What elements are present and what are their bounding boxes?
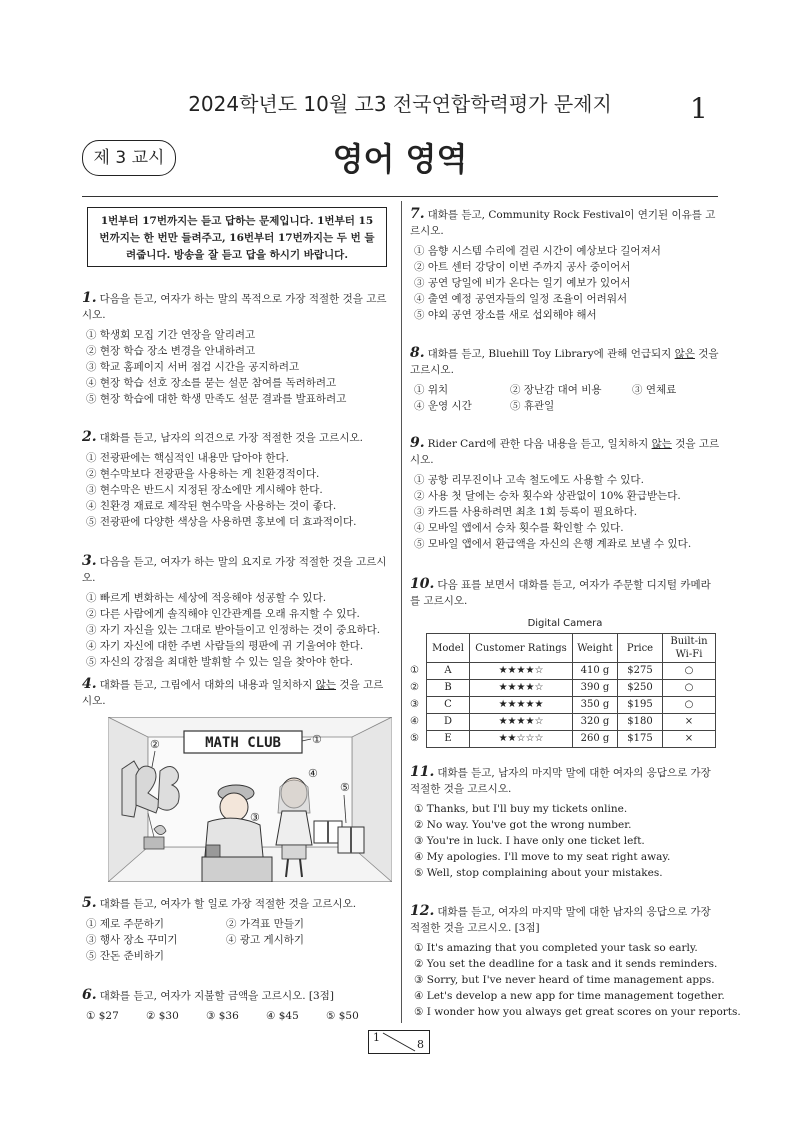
question-12 <box>410 903 741 1020</box>
cell-price: $180 <box>618 714 663 731</box>
option-3[interactable]: ③ 현수막은 반드시 지정된 장소에만 게시해야 한다. <box>86 484 323 496</box>
option-5[interactable]: ⑤ 모바일 앱에서 환급액을 자신의 은행 계좌로 보낼 수 있다. <box>414 538 692 550</box>
option-2[interactable]: ② 다른 사람에게 솔직해야 인간관계를 오래 유지할 수 있다. <box>86 608 360 620</box>
option-4[interactable]: ④ $45 <box>266 1010 299 1022</box>
question-number: 9. <box>410 435 425 451</box>
option-4[interactable]: ④ 운영 시간 <box>414 400 472 412</box>
option-2[interactable]: ② 아트 센터 강당이 이번 주까지 공사 중이어서 <box>414 261 631 273</box>
page-current: 1 <box>373 1031 380 1044</box>
cell-weight: 320 g <box>573 714 618 731</box>
question-stem: 대화를 듣고, 남자의 마지막 말에 대한 여자의 응답으로 가장 적절한 것을 고르시오. <box>410 767 711 795</box>
col-weight: Weight <box>573 634 618 663</box>
option-5[interactable]: ⑤ 잔돈 준비하기 <box>86 950 165 962</box>
option-3[interactable]: ③ You're in luck. I have only one ticket left. <box>414 835 645 847</box>
question-9 <box>410 435 720 552</box>
option-3[interactable]: ③ 연체료 <box>632 384 677 396</box>
underlined-word: 않는 <box>651 438 672 450</box>
option-3[interactable]: ③ 카드를 사용하려면 최초 1회 등록이 필요하다. <box>414 506 638 518</box>
option-1[interactable]: ① 빠르게 변화하는 세상에 적응해야 성공할 수 있다. <box>86 592 327 604</box>
option-4[interactable]: ④ 출연 예정 공연자들의 일정 조율이 어려워서 <box>414 293 628 305</box>
option-2[interactable]: ② You set the deadline for a task and it sends reminders. <box>414 958 718 970</box>
option-3[interactable]: ③ $36 <box>206 1010 239 1022</box>
question-stem-end: 것을 고르시오. <box>410 438 720 466</box>
page-total: 8 <box>417 1038 424 1051</box>
classroom-illustration <box>108 717 392 882</box>
table-row[interactable] <box>410 714 716 731</box>
question-stem: 대화를 듣고, 여자의 마지막 말에 대한 남자의 응답으로 가장 적절한 것을 고르시오. [3점] <box>410 906 711 934</box>
option-4[interactable]: ④ 자기 자신에 대한 주변 사람들의 평판에 귀 기울여야 한다. <box>86 640 364 652</box>
option-2[interactable]: ② 가격표 만들기 <box>226 918 305 930</box>
col-price: Price <box>618 634 663 663</box>
cell-model: D <box>427 714 470 731</box>
exam-title: 2024학년도 10월 고3 전국연합학력평가 문제지 <box>188 92 612 116</box>
question-number: 11. <box>410 764 435 780</box>
option-2[interactable]: ② 현수막보다 전광판을 사용하는 게 친환경적이다. <box>86 468 320 480</box>
option-2[interactable]: ② No way. You've got the wrong number. <box>414 819 632 831</box>
row-mark: ⑤ <box>410 733 419 744</box>
question-stem: 대화를 듣고, 남자의 의견으로 가장 적절한 것을 고르시오. <box>99 432 363 444</box>
question-number: 4. <box>82 676 97 692</box>
cell-price: $195 <box>618 697 663 714</box>
question-stem: 대화를 듣고, Bluehill Toy Library에 관해 언급되지 <box>427 348 675 360</box>
option-3[interactable]: ③ Sorry, but I've never heard of time management apps. <box>414 974 715 986</box>
cell-weight: 410 g <box>573 663 618 680</box>
label-5: ⑤ <box>340 781 350 794</box>
question-number: 2. <box>82 429 97 445</box>
table-row[interactable] <box>410 680 716 697</box>
col-ratings: Customer Ratings <box>470 634 573 663</box>
option-4[interactable]: ④ Let's develop a new app for time management together. <box>414 990 725 1002</box>
question-number: 5. <box>82 895 97 911</box>
camera-table <box>410 633 716 748</box>
question-7 <box>410 206 720 323</box>
label-2: ② <box>150 738 160 751</box>
option-1[interactable]: ① It's amazing that you completed your task so early. <box>414 942 698 954</box>
cell-rating: ★★★★☆ <box>470 714 573 731</box>
option-4[interactable]: ④ 광고 게시하기 <box>226 934 305 946</box>
option-4[interactable]: ④ 현장 학습 선호 장소를 묻는 설문 참여를 독려하려고 <box>86 377 337 389</box>
option-3[interactable]: ③ 행사 장소 꾸미기 <box>86 934 178 946</box>
option-3[interactable]: ③ 공연 당일에 비가 온다는 일기 예보가 있어서 <box>414 277 631 289</box>
cell-model: E <box>427 731 470 748</box>
cell-wifi: ○ <box>663 680 716 697</box>
table-row[interactable] <box>410 731 716 748</box>
cell-wifi: ○ <box>663 697 716 714</box>
subject-title: 영어 영역 <box>332 140 468 178</box>
cell-wifi: × <box>663 714 716 731</box>
question-10 <box>410 576 720 609</box>
option-5[interactable]: ⑤ $50 <box>326 1010 359 1022</box>
option-4[interactable]: ④ 친환경 재료로 제작된 현수막을 사용하는 것이 좋다. <box>86 500 337 512</box>
question-6 <box>82 987 392 1024</box>
cell-wifi: ○ <box>663 663 716 680</box>
table-row[interactable] <box>410 697 716 714</box>
option-2[interactable]: ② 사용 첫 달에는 승차 횟수와 상관없이 10% 환급받는다. <box>414 490 681 502</box>
cell-weight: 260 g <box>573 731 618 748</box>
question-stem: 대화를 듣고, 여자가 할 일로 가장 적절한 것을 고르시오. <box>99 898 357 910</box>
cell-rating: ★★★★★ <box>470 697 573 714</box>
option-1[interactable]: ① 공항 리무진이나 고속 철도에도 사용할 수 있다. <box>414 474 644 486</box>
question-stem: 대화를 듣고, Community Rock Festival이 연기된 이유를 고르시오. <box>410 209 716 237</box>
question-number: 6. <box>82 987 97 1003</box>
question-stem: 다음 표를 보면서 대화를 듣고, 여자가 주문할 디지털 카메라를 고르시오. <box>410 579 711 607</box>
option-5[interactable]: ⑤ 휴관일 <box>510 400 555 412</box>
option-2[interactable]: ② $30 <box>146 1010 179 1022</box>
question-1 <box>82 290 392 407</box>
cell-model: C <box>427 697 470 714</box>
question-stem: 다음을 듣고, 여자가 하는 말의 요지로 가장 적절한 것을 고르시오. <box>82 556 387 584</box>
column-divider <box>401 201 402 1023</box>
option-1[interactable]: ① 위치 <box>414 384 449 396</box>
cell-weight: 350 g <box>573 697 618 714</box>
period-badge: 제 3 교시 <box>82 140 176 176</box>
underlined-word: 않은 <box>674 348 695 360</box>
row-mark: ③ <box>410 699 419 710</box>
question-2 <box>82 429 392 530</box>
question-stem: 대화를 듣고, 그림에서 대화의 내용과 일치하지 <box>99 679 316 691</box>
option-3[interactable]: ③ 학교 홈페이지 서버 점검 시간을 공지하려고 <box>86 361 300 373</box>
option-1[interactable]: ① Thanks, but I'll buy my tickets online. <box>414 803 628 815</box>
option-5[interactable]: ⑤ 전광판에 다양한 색상을 사용하면 홍보에 더 효과적이다. <box>86 516 357 528</box>
cell-price: $275 <box>618 663 663 680</box>
listening-notice: 1번부터 17번까지는 듣고 답하는 문제입니다. 1번부터 15번까지는 한 번만 들려주고, 16번부터 17번까지는 두 번 들려줍니다. 방송을 잘 듣고 답을 하시기 바랍니다. <box>87 207 387 267</box>
option-5[interactable]: ⑤ 현장 학습에 대한 학생 만족도 설문 결과를 발표하려고 <box>86 393 347 405</box>
question-number: 10. <box>410 576 435 592</box>
option-1[interactable]: ① 전광판에는 핵심적인 내용만 담아야 한다. <box>86 452 289 464</box>
table-row[interactable] <box>410 663 716 680</box>
question-11 <box>410 764 720 881</box>
question-stem: 다음을 듣고, 여자가 하는 말의 목적으로 가장 적절한 것을 고르시오. <box>82 293 387 321</box>
question-number: 3. <box>82 553 97 569</box>
question-5 <box>82 895 392 964</box>
cell-rating: ★★☆☆☆ <box>470 731 573 748</box>
sign-text: MATH CLUB <box>205 735 281 751</box>
cell-price: $250 <box>618 680 663 697</box>
option-1[interactable]: ① 학생회 모집 기간 연장을 알리려고 <box>86 329 256 341</box>
page-number: 1 <box>690 92 708 125</box>
table-header-row <box>410 634 716 663</box>
cell-weight: 390 g <box>573 680 618 697</box>
option-1[interactable]: ① $27 <box>86 1010 119 1022</box>
cell-model: B <box>427 680 470 697</box>
question-number: 8. <box>410 345 425 361</box>
cell-rating: ★★★★☆ <box>470 663 573 680</box>
question-stem: 대화를 듣고, 여자가 지불할 금액을 고르시오. [3점] <box>99 990 334 1002</box>
option-2[interactable]: ② 현장 학습 장소 변경을 안내하려고 <box>86 345 256 357</box>
header-divider <box>82 196 718 197</box>
question-stem: Rider Card에 관한 다음 내용을 듣고, 일치하지 <box>427 438 652 450</box>
question-stem-end: 것을 고르시오. <box>410 348 719 376</box>
question-8 <box>410 345 720 414</box>
col-wifi: Built-in Wi-Fi <box>663 634 716 663</box>
underlined-word: 않는 <box>315 679 337 691</box>
label-1: ① <box>312 733 322 746</box>
question-3 <box>82 553 392 670</box>
cell-rating: ★★★★☆ <box>470 680 573 697</box>
option-5[interactable]: ⑤ I wonder how you always get great scores on your reports. <box>414 1006 741 1018</box>
option-4[interactable]: ④ 모바일 앱에서 승차 횟수를 확인할 수 있다. <box>414 522 624 534</box>
option-5[interactable]: ⑤ 야외 공연 장소를 새로 섭외해야 해서 <box>414 309 597 321</box>
table-caption: Digital Camera <box>527 618 603 629</box>
label-3: ③ <box>250 811 260 824</box>
option-2[interactable]: ② 장난감 대여 비용 <box>510 384 602 396</box>
cell-wifi: × <box>663 731 716 748</box>
cell-model: A <box>427 663 470 680</box>
option-5[interactable]: ⑤ 자신의 강점을 최대한 발휘할 수 있는 일을 찾아야 한다. <box>86 656 354 668</box>
row-mark: ② <box>410 682 419 693</box>
question-stem-end: 것을 고르시오. <box>82 679 384 707</box>
option-4[interactable]: ④ My apologies. I'll move to my seat right away. <box>414 851 671 863</box>
question-number: 7. <box>410 206 425 222</box>
option-5[interactable]: ⑤ Well, stop complaining about your mistakes. <box>414 867 663 879</box>
option-3[interactable]: ③ 자기 자신을 있는 그대로 받아들이고 인정하는 것이 중요하다. <box>86 624 381 636</box>
cell-price: $175 <box>618 731 663 748</box>
row-mark-header <box>410 634 427 663</box>
option-1[interactable]: ① 음향 시스템 수리에 걸린 시간이 예상보다 길어져서 <box>414 245 661 257</box>
question-4 <box>82 676 392 709</box>
row-mark: ④ <box>410 716 419 727</box>
question-number: 1. <box>82 290 97 306</box>
question-number: 12. <box>410 903 435 919</box>
col-model: Model <box>427 634 470 663</box>
option-1[interactable]: ① 제로 주문하기 <box>86 918 165 930</box>
label-4: ④ <box>308 767 318 780</box>
row-mark: ① <box>410 665 419 676</box>
